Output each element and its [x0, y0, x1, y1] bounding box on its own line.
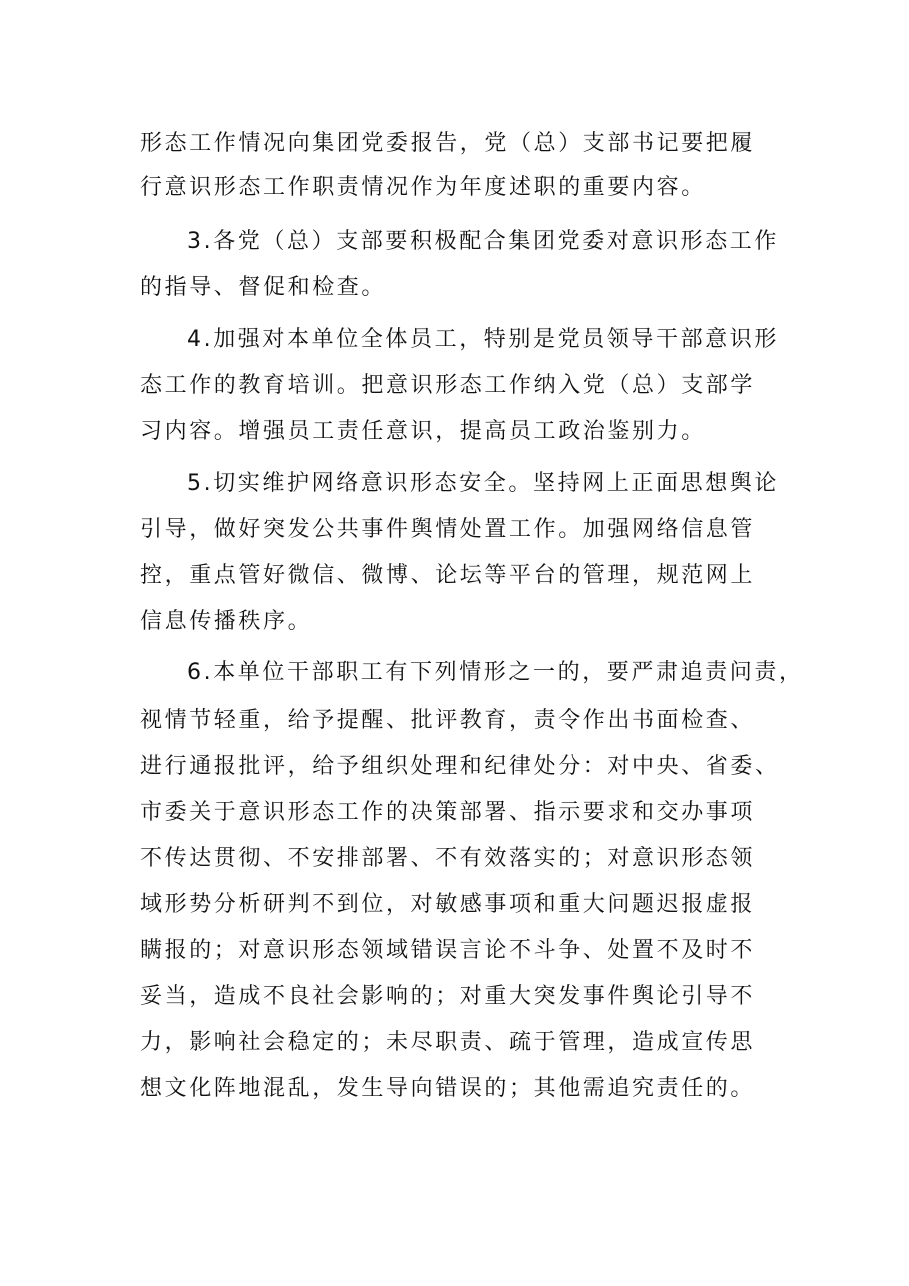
text-line: 态工作的教育培训。把意识形态工作纳入党（总）支部学 [140, 373, 756, 398]
text-line: 5.切实维护网络意识形态安全。坚持网上正面思想舆论 [187, 471, 779, 496]
text-line: 信息传播秩序。 [140, 609, 313, 634]
text-line: 想文化阵地混乱，发生导向错误的；其他需追究责任的。 [140, 1076, 756, 1101]
text-line: 引导，做好突发公共事件舆情处置工作。加强网络信息管 [140, 517, 756, 542]
text-line: 进行通报批评，给予组织处理和纪律处分：对中央、省委、 [140, 754, 780, 779]
text-line: 行意识形态工作职责情况作为年度述职的重要内容。 [140, 175, 706, 200]
text-line: 习内容。增强员工责任意识，提高员工政治鉴别力。 [140, 419, 706, 444]
text-line: 市委关于意识形态工作的决策部署、指示要求和交办事项 [140, 800, 756, 825]
text-line: 形态工作情况向集团党委报告，党（总）支部书记要把履 [140, 131, 756, 156]
text-line: 不传达贯彻、不安排部署、不有效落实的；对意识形态领 [140, 846, 756, 871]
text-line: 视情节轻重，给予提醒、批评教育，责令作出书面检查、 [140, 708, 756, 733]
text-line: 妥当，造成不良社会影响的；对重大突发事件舆论引导不 [140, 984, 756, 1009]
text-line: 的指导、督促和检查。 [140, 275, 387, 300]
text-line: 域形势分析研判不到位，对敏感事项和重大问题迟报虚报 [140, 892, 756, 917]
text-line: 3.各党（总）支部要积极配合集团党委对意识形态工作 [187, 229, 779, 254]
text-line: 控，重点管好微信、微博、论坛等平台的管理，规范网上 [140, 563, 756, 588]
text-line: 力，影响社会稳定的；未尽职责、疏于管理，造成宣传思 [140, 1030, 756, 1055]
text-line: 4.加强对本单位全体员工，特别是党员领导干部意识形 [187, 327, 779, 352]
text-line: 6.本单位干部职工有下列情形之一的，要严肃追责问责， [187, 660, 804, 685]
text-line: 瞒报的；对意识形态领域错误言论不斗争、处置不及时不 [140, 938, 756, 963]
